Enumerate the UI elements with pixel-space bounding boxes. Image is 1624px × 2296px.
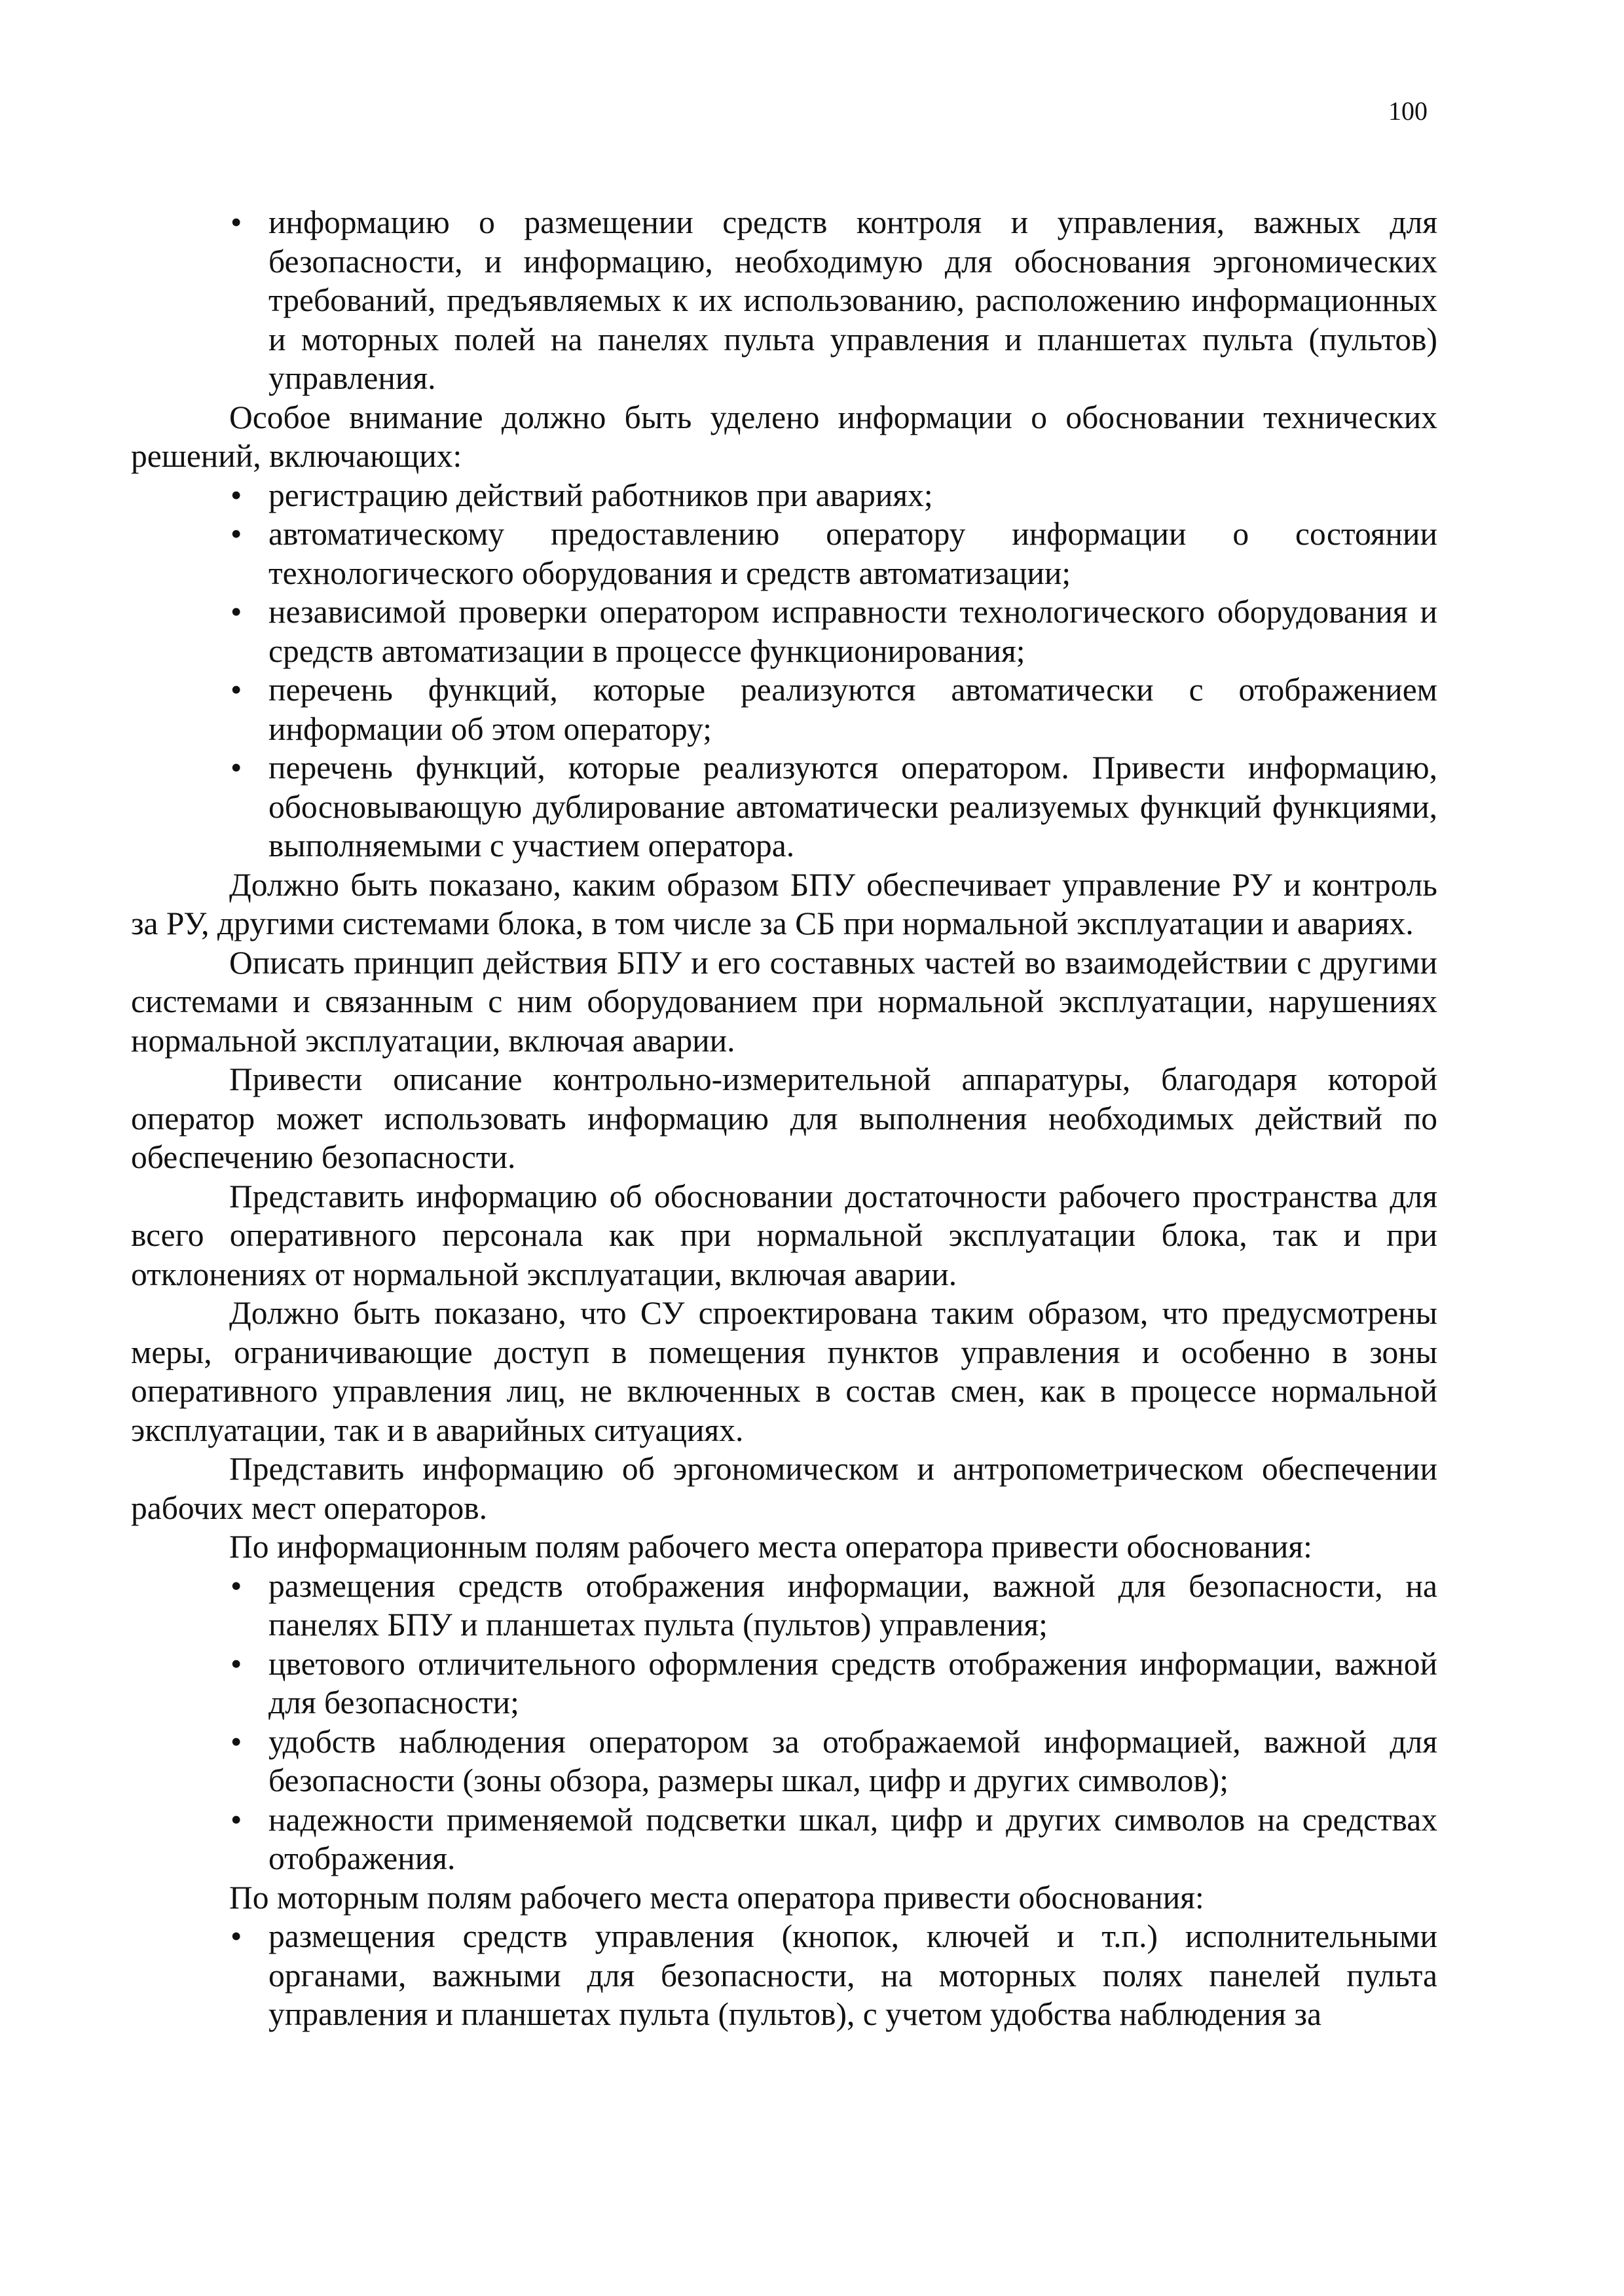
paragraph: Привести описание контрольно-измерительной аппаратуры, благодаря которой оператор может использовать информацию для выполнения необходимых действий по обеспечению безопасности. bbox=[131, 1061, 1437, 1175]
paragraph: Описать принцип действия БПУ и его составных частей во взаимодействии с другими системами и связанным с ним оборудованием при нормальной эксплуатации, нарушениях нормальной эксплуатации, включая аварии. bbox=[131, 944, 1437, 1059]
bullet-list-safety-info bbox=[131, 203, 1437, 398]
list-item: • перечень функций, которые реализуются оператором. Привести информацию, обосновывающую дублирование автоматически реализуемых функций функциями, выполняемыми с участием оператора. bbox=[268, 748, 1437, 866]
list-item: • независимой проверки оператором исправности технологического оборудования и средств автоматизации в процессе функционирования; bbox=[268, 592, 1437, 670]
paragraph: Должно быть показано, каким образом БПУ обеспечивает управление РУ и контроль за РУ, другими системами блока, в том числе за СБ при нормальной эксплуатации и авариях. bbox=[131, 866, 1437, 941]
paragraph: Особое внимание должно быть уделено информации о обосновании технических решений, включающих: bbox=[131, 399, 1437, 474]
bullet-list-information-fields bbox=[131, 1567, 1437, 1878]
list-item: • перечень функций, которые реализуются автоматически с отображением информации об этом оператору; bbox=[268, 670, 1437, 748]
page-number: 100 bbox=[1388, 96, 1428, 126]
list-item: • информацию о размещении средств контроля и управления, важных для безопасности, и информацию, необходимую для обоснования эргономических требований, предъявляемых к их использованию, расположению информационных и моторных полей на панелях пульта управления и планшетах пульта (пультов) управления. bbox=[268, 203, 1437, 398]
bullet-list-motor-fields bbox=[131, 1917, 1437, 2034]
paragraph: Представить информацию об эргономическом и антропометрическом обеспечении рабочих мест операторов. bbox=[131, 1451, 1437, 1526]
paragraph: По информационным полям рабочего места оператора привести обоснования: bbox=[229, 1529, 1312, 1565]
paragraph: Должно быть показано, что СУ спроектирована таким образом, что предусмотрены меры, ограничивающие доступ в помещения пунктов управления и особенно в зоны оперативного управления лиц, не включенных в состав смен, как в процессе нормальной эксплуатации, так и в аварийных ситуациях. bbox=[131, 1295, 1437, 1448]
list-item: • удобств наблюдения оператором за отображаемой информацией, важной для безопасности (зоны обзора, размеры шкал, цифр и других символов); bbox=[268, 1722, 1437, 1800]
list-item: • автоматическому предоставлению оператору информации о состоянии технологического оборудования и средств автоматизации; bbox=[268, 515, 1437, 592]
list-item: • размещения средств управления (кнопок, ключей и т.п.) исполнительными органами, важными для безопасности, на моторных полях панелей пульта управления и планшетах пульта (пультов), с учетом удобства наблюдения за bbox=[268, 1917, 1437, 2034]
list-item: • размещения средств отображения информации, важной для безопасности, на панелях БПУ и планшетах пульта (пультов) управления; bbox=[268, 1567, 1437, 1645]
list-item: • регистрацию действий работников при авариях; bbox=[268, 476, 1437, 515]
paragraph: По моторным полям рабочего места оператора привести обоснования: bbox=[229, 1879, 1204, 1916]
paragraph: Представить информацию об обосновании достаточности рабочего пространства для всего оперативного персонала как при нормальной эксплуатации блока, так и при отклонениях от нормальной эксплуатации, включая аварии. bbox=[131, 1178, 1437, 1292]
list-item: • цветового отличительного оформления средств отображения информации, важной для безопасности; bbox=[268, 1645, 1437, 1722]
bullet-list-technical-solutions bbox=[131, 476, 1437, 866]
list-item: • надежности применяемой подсветки шкал, цифр и других символов на средствах отображения. bbox=[268, 1800, 1437, 1878]
document-body bbox=[131, 203, 1437, 2034]
